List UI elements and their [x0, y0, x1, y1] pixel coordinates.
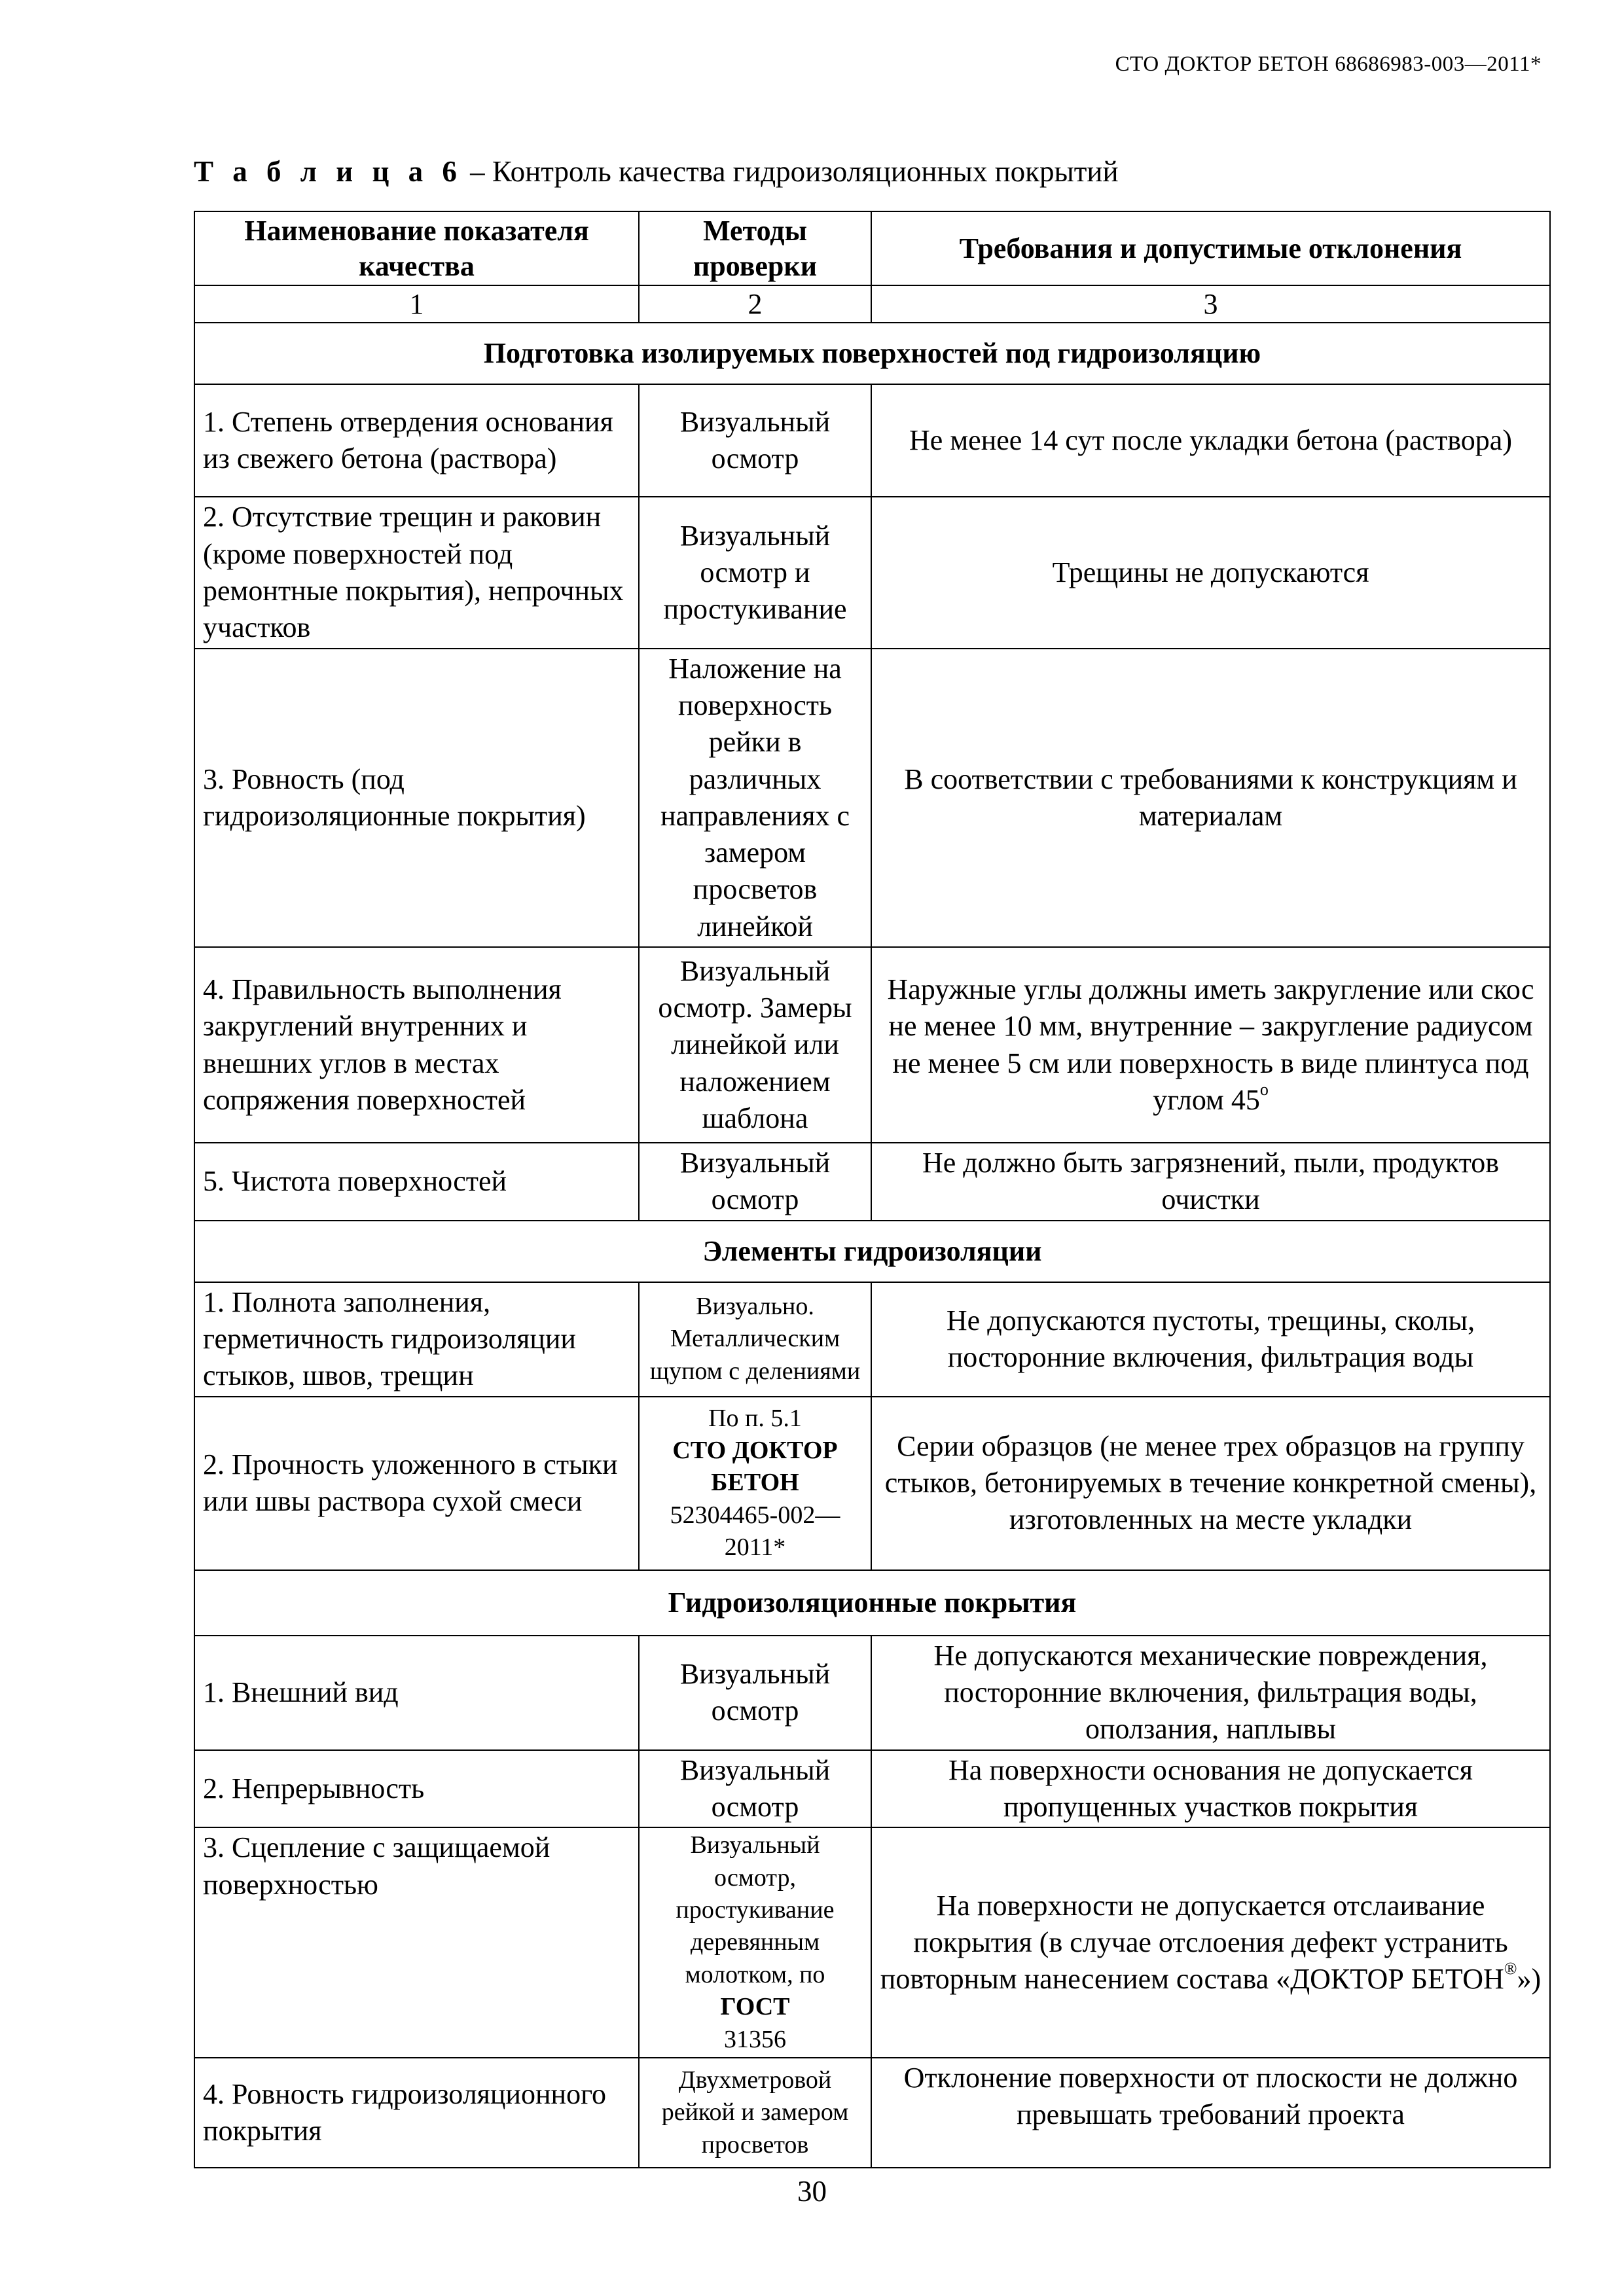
section-row [194, 1221, 1550, 1282]
column-number-row [194, 285, 1550, 323]
requirement-text: На поверхности не допускается отслаивание покрытия (в случае отслоения дефект устранить повторным нанесением состава «ДОКТОР БЕТОН [880, 1889, 1508, 1996]
table-row [194, 1827, 1550, 2058]
table-row [194, 1282, 1550, 1397]
section-title: Элементы гидроизоляции [194, 1221, 1550, 1282]
indicator-cell: 5. Чистота поверхностей [194, 1143, 639, 1221]
indicator-cell: 1. Степень отвердения основания из свежего бетона (раствора) [194, 384, 639, 497]
table-row [194, 1750, 1550, 1828]
section-title: Гидроизоляционные покрытия [194, 1570, 1550, 1636]
table-row [194, 1397, 1550, 1570]
method-cell [639, 1397, 871, 1570]
method-text: По п. 5.1 [708, 1404, 802, 1432]
requirement-cell: Отклонение поверхности от плоскости не должно превышать требований проекта [871, 2058, 1550, 2168]
indicator-cell: 4. Правильность выполнения закруглений внутренних и внешних углов в местах сопряжения поверхностей [194, 947, 639, 1143]
indicator-cell: 3. Ровность (под гидроизоляционные покрытия) [194, 649, 639, 948]
closing-quote: ») [1517, 1963, 1542, 1996]
section-row [194, 1570, 1550, 1636]
requirement-cell: Не допускаются механические повреждения, посторонние включения, фильтрация воды, оползания, наплывы [871, 1636, 1550, 1750]
indicator-cell: 4. Ровность гидроизоляционного покрытия [194, 2058, 639, 2168]
indicator-cell: 1. Полнота заполнения, герметичность гидроизоляции стыков, швов, трещин [194, 1282, 639, 1397]
method-cell: Двухметровой рейкой и замером просветов [639, 2058, 871, 2168]
requirement-cell: На поверхности основания не допускается пропущенных участков покрытия [871, 1750, 1550, 1828]
method-cell: Визуальный осмотр и простукивание [639, 497, 871, 648]
column-header: Требования и допустимые отклонения [871, 211, 1550, 285]
table-row [194, 649, 1550, 948]
section-row [194, 323, 1550, 384]
method-cell: Визуально. Металлическим щупом с делениями [639, 1282, 871, 1397]
requirement-cell: Не менее 14 сут после укладки бетона (раствора) [871, 384, 1550, 497]
table-title: Контроль качества гидроизоляционных покрытий [492, 155, 1119, 188]
document-header: СТО ДОКТОР БЕТОН 68686983-003—2011* [1115, 52, 1542, 76]
column-header: Методы проверки [639, 211, 871, 285]
requirement-cell: В соответствии с требованиями к конструкциям и материалам [871, 649, 1550, 948]
method-cell: Визуальный осмотр [639, 384, 871, 497]
indicator-cell: 2. Прочность уложенного в стыки или швы раствора сухой смеси [194, 1397, 639, 1570]
method-cell: Визуальный осмотр. Замеры линейкой или наложением шаблона [639, 947, 871, 1143]
requirement-text: Наружные углы должны иметь закругление или скос не менее 10 мм, внутренние – закругление радиусом не менее 5 см или поверхность в виде плинтуса под углом 45 [887, 973, 1534, 1116]
column-number: 3 [871, 285, 1550, 323]
column-number: 1 [194, 285, 639, 323]
table-row [194, 1143, 1550, 1221]
table-row [194, 1636, 1550, 1750]
requirement-cell: Не должно быть загрязнений, пыли, продуктов очистки [871, 1143, 1550, 1221]
table-row [194, 947, 1550, 1143]
requirement-cell [871, 1827, 1550, 2058]
section-title: Подготовка изолируемых поверхностей под гидроизоляцию [194, 323, 1550, 384]
indicator-cell: 2. Отсутствие трещин и раковин (кроме поверхностей под ремонтные покрытия), непрочных участков [194, 497, 639, 648]
method-cell [639, 1827, 871, 2058]
requirement-cell [871, 947, 1550, 1143]
indicator-cell: 3. Сцепление с защищаемой поверхностью [194, 1827, 639, 2058]
table-row [194, 497, 1550, 648]
method-cell: Визуальный осмотр [639, 1143, 871, 1221]
table-row [194, 384, 1550, 497]
requirement-cell: Не допускаются пустоты, трещины, сколы, посторонние включения, фильтрация воды [871, 1282, 1550, 1397]
gost-number: 31356 [724, 2025, 786, 2053]
page-number: 30 [797, 2175, 827, 2208]
standard-number: 52304465-002—2011* [670, 1501, 840, 1562]
method-text: Визуальный осмотр, простукивание деревянным молотком, по [676, 1831, 835, 1988]
table-caption [194, 154, 1119, 188]
requirement-cell: Серии образцов (не менее трех образцов на группу стыков, бетонируемых в течение конкретной смены), изготовленных на месте укладки [871, 1397, 1550, 1570]
method-cell: Визуальный осмотр [639, 1636, 871, 1750]
gost-reference: ГОСТ [720, 1993, 790, 2021]
column-number: 2 [639, 285, 871, 323]
table-header-row [194, 211, 1550, 285]
method-cell: Наложение на поверхность рейки в различных направлениях с замером просветов линейкой [639, 649, 871, 948]
quality-control-table [194, 211, 1551, 2168]
column-header: Наименование показателя качества [194, 211, 639, 285]
standard-reference: СТО ДОКТОР БЕТОН [672, 1437, 838, 1497]
requirement-cell: Трещины не допускаются [871, 497, 1550, 648]
table-row [194, 2058, 1550, 2168]
degree-mark: o [1259, 1079, 1269, 1099]
caption-dash: – [462, 155, 492, 188]
registered-mark: ® [1504, 1959, 1517, 1979]
indicator-cell: 2. Непрерывность [194, 1750, 639, 1828]
table-label: Т а б л и ц а 6 [194, 155, 463, 188]
method-cell: Визуальный осмотр [639, 1750, 871, 1828]
indicator-cell: 1. Внешний вид [194, 1636, 639, 1750]
